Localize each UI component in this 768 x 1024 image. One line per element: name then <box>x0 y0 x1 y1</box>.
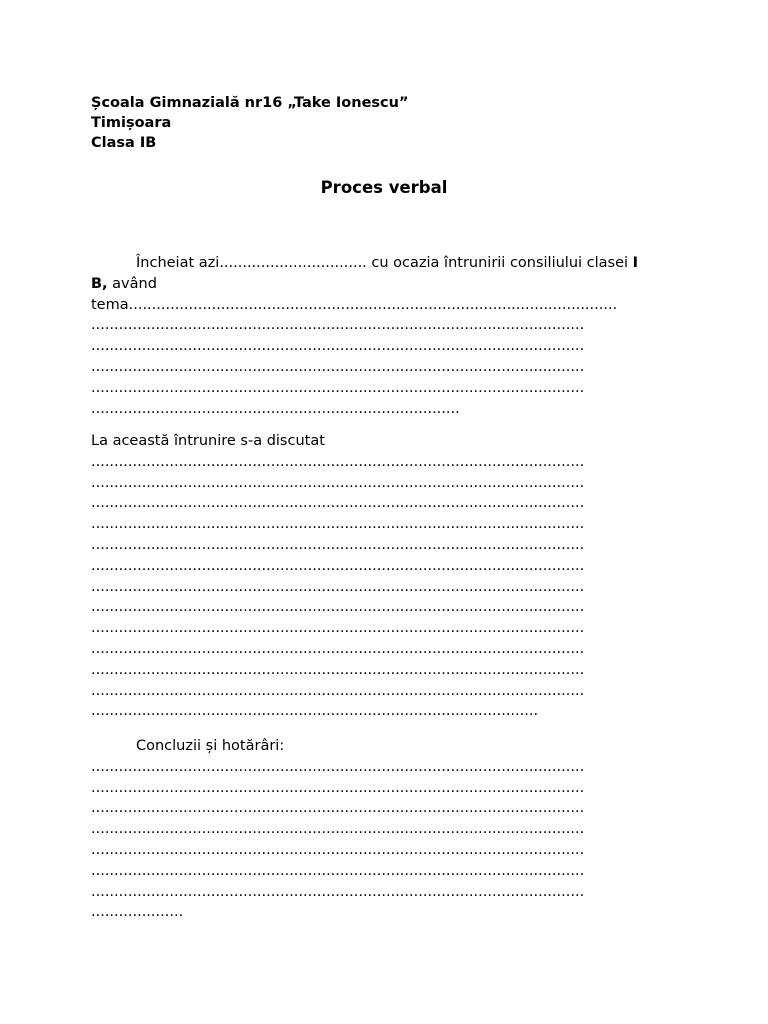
dotted-line: ........................................................................................................... <box>91 317 585 334</box>
dotted-line: ........................................................................................................... <box>91 758 585 775</box>
dotted-line-last: ................................................................................................. <box>91 703 539 720</box>
dotted-line: ........................................................................................................... <box>91 779 585 796</box>
class-code: I <box>632 255 639 271</box>
concluded-line <box>91 253 681 274</box>
dotted-line: ........................................................................................................... <box>91 620 585 637</box>
theme-line <box>91 295 681 316</box>
having-text: având <box>107 275 157 292</box>
city-name: Timișoara <box>91 115 172 131</box>
class-code-suffix: B, <box>91 275 108 292</box>
dotted-line: ........................................................................................................... <box>91 821 585 838</box>
dotted-line: ........................................................................................................... <box>91 640 585 657</box>
concluded-prefix: Încheiat azi <box>136 255 220 271</box>
date-blank: ................................ <box>219 255 367 271</box>
dotted-line: ........................................................................................................... <box>91 862 585 879</box>
dotted-line: ........................................................................................................... <box>91 358 585 375</box>
theme-blank: .......................................................................................................... <box>128 296 618 313</box>
section-concluded <box>91 253 681 419</box>
theme-label: tema <box>91 296 129 313</box>
dotted-line: ........................................................................................................... <box>91 661 585 678</box>
dotted-line: ........................................................................................................... <box>91 578 585 595</box>
dotted-line: ........................................................................................................... <box>91 379 585 396</box>
document-title: Proces verbal <box>320 178 448 197</box>
dotted-line: ........................................................................................................... <box>91 682 585 699</box>
dotted-line: ........................................................................................................... <box>91 557 585 574</box>
dotted-line: ........................................................................................................... <box>91 495 585 512</box>
section-conclusions <box>91 736 681 923</box>
dotted-line: ........................................................................................................... <box>91 338 585 355</box>
class-name: Clasa IB <box>91 135 157 151</box>
dotted-line: ........................................................................................................... <box>91 599 585 616</box>
dotted-line: ........................................................................................................... <box>91 800 585 817</box>
dotted-line: ........................................................................................................... <box>91 516 585 533</box>
dotted-line: ........................................................................................................... <box>91 453 585 470</box>
dotted-line: ........................................................................................................... <box>91 841 585 858</box>
having-line <box>91 274 681 295</box>
dotted-line: ........................................................................................................... <box>91 883 585 900</box>
occasion-text: cu ocazia întrunirii consiliului clasei <box>366 255 633 271</box>
conclusions-label: Concluzii și hotărâri: <box>136 738 285 754</box>
section-discussed <box>91 431 681 722</box>
dotted-line: ........................................................................................................... <box>91 536 585 553</box>
document-header <box>91 93 409 153</box>
school-name: Școala Gimnazială nr16 „Take Ionescu” <box>91 95 409 111</box>
dotted-line-last: .................... <box>91 904 184 921</box>
dotted-line-last: ................................................................................ <box>91 400 460 417</box>
discussed-label: La această întrunire s-a discutat <box>91 433 325 449</box>
dotted-line: ........................................................................................................... <box>91 474 585 491</box>
